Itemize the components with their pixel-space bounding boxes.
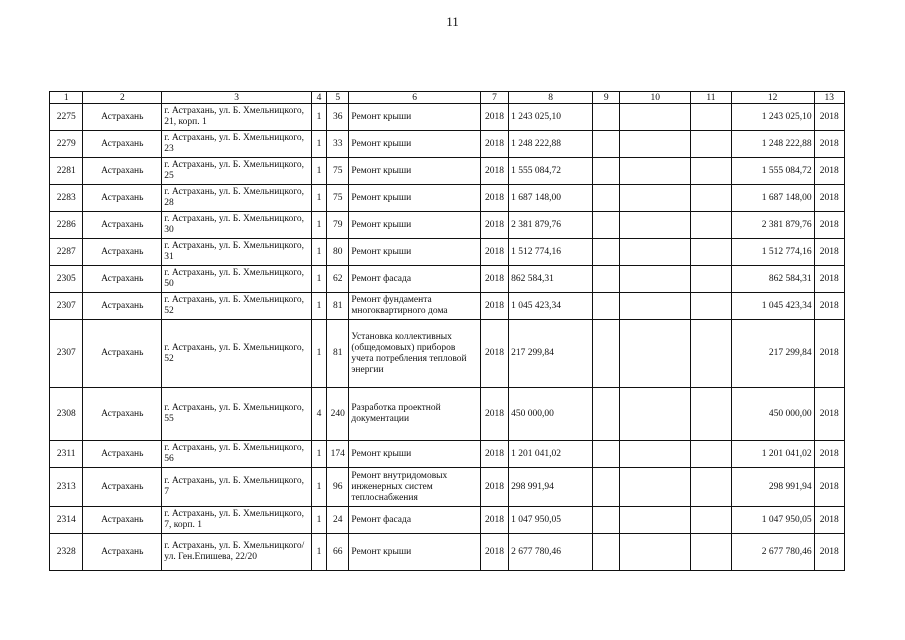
row-id: 2328 [50, 534, 83, 571]
col9-cell [593, 104, 620, 131]
completion-year-cell: 2018 [814, 239, 844, 266]
col4-cell: 1 [311, 185, 326, 212]
amount-cell: 862 584,31 [509, 266, 593, 293]
col10-cell [620, 293, 691, 320]
col4-cell: 1 [311, 212, 326, 239]
col10-cell [620, 131, 691, 158]
col10-cell [620, 212, 691, 239]
amount-cell: 217 299,84 [509, 320, 593, 388]
col9-cell [593, 212, 620, 239]
year-cell: 2018 [480, 468, 508, 507]
total-cell: 862 584,31 [731, 266, 814, 293]
table-row [50, 239, 845, 266]
col4-cell: 1 [311, 104, 326, 131]
row-id: 2283 [50, 185, 83, 212]
city-cell: Астрахань [83, 158, 162, 185]
city-cell: Астрахань [83, 104, 162, 131]
col5-cell: 75 [327, 185, 349, 212]
address-cell: г. Астрахань, ул. Б. Хмельницкого, 7, корп. 1 [162, 507, 312, 534]
col10-cell [620, 507, 691, 534]
table-row [50, 158, 845, 185]
table-row [50, 320, 845, 388]
city-cell: Астрахань [83, 293, 162, 320]
work-type-cell: Ремонт крыши [349, 441, 480, 468]
work-type-cell: Разработка проектной документации [349, 388, 480, 441]
column-number: 7 [480, 92, 508, 104]
col10-cell [620, 239, 691, 266]
row-id: 2311 [50, 441, 83, 468]
col4-cell: 1 [311, 266, 326, 293]
row-id: 2279 [50, 131, 83, 158]
total-cell: 1 201 041,02 [731, 441, 814, 468]
address-cell: г. Астрахань, ул. Б. Хмельницкого, 30 [162, 212, 312, 239]
col5-cell: 33 [327, 131, 349, 158]
col4-cell: 1 [311, 441, 326, 468]
col9-cell [593, 185, 620, 212]
address-cell: г. Астрахань, ул. Б. Хмельницкого/ ул. Ген.Епишева, 22/20 [162, 534, 312, 571]
work-type-cell: Ремонт крыши [349, 239, 480, 266]
address-cell: г. Астрахань, ул. Б. Хмельницкого, 50 [162, 266, 312, 293]
col5-cell: 81 [327, 320, 349, 388]
completion-year-cell: 2018 [814, 441, 844, 468]
work-type-cell: Ремонт фасада [349, 507, 480, 534]
column-number: 8 [509, 92, 593, 104]
col4-cell: 1 [311, 507, 326, 534]
address-cell: г. Астрахань, ул. Б. Хмельницкого, 31 [162, 239, 312, 266]
table-row [50, 388, 845, 441]
total-cell: 1 248 222,88 [731, 131, 814, 158]
address-cell: г. Астрахань, ул. Б. Хмельницкого, 55 [162, 388, 312, 441]
col5-cell: 75 [327, 158, 349, 185]
col4-cell: 1 [311, 320, 326, 388]
address-cell: г. Астрахань, ул. Б. Хмельницкого, 21, корп. 1 [162, 104, 312, 131]
col9-cell [593, 239, 620, 266]
repair-table [49, 91, 845, 571]
completion-year-cell: 2018 [814, 104, 844, 131]
work-type-cell: Установка коллективных (общедомовых) приборов учета потребления тепловой энергии [349, 320, 480, 388]
city-cell: Астрахань [83, 239, 162, 266]
col5-cell: 81 [327, 293, 349, 320]
column-number: 3 [162, 92, 312, 104]
column-number-row [50, 92, 845, 104]
col11-cell [691, 212, 731, 239]
year-cell: 2018 [480, 388, 508, 441]
col10-cell [620, 441, 691, 468]
column-number: 6 [349, 92, 480, 104]
year-cell: 2018 [480, 534, 508, 571]
year-cell: 2018 [480, 104, 508, 131]
city-cell: Астрахань [83, 212, 162, 239]
city-cell: Астрахань [83, 441, 162, 468]
city-cell: Астрахань [83, 131, 162, 158]
address-cell: г. Астрахань, ул. Б. Хмельницкого, 56 [162, 441, 312, 468]
col11-cell [691, 507, 731, 534]
column-number: 1 [50, 92, 83, 104]
column-number: 9 [593, 92, 620, 104]
work-type-cell: Ремонт фасада [349, 266, 480, 293]
amount-cell: 2 381 879,76 [509, 212, 593, 239]
row-id: 2308 [50, 388, 83, 441]
work-type-cell: Ремонт крыши [349, 185, 480, 212]
total-cell: 1 047 950,05 [731, 507, 814, 534]
column-number: 5 [327, 92, 349, 104]
col4-cell: 1 [311, 239, 326, 266]
col11-cell [691, 239, 731, 266]
completion-year-cell: 2018 [814, 158, 844, 185]
col11-cell [691, 388, 731, 441]
page-number: 11 [446, 14, 459, 29]
address-cell: г. Астрахань, ул. Б. Хмельницкого, 52 [162, 293, 312, 320]
column-number: 13 [814, 92, 844, 104]
col5-cell: 174 [327, 441, 349, 468]
col4-cell: 1 [311, 468, 326, 507]
col10-cell [620, 185, 691, 212]
city-cell: Астрахань [83, 507, 162, 534]
work-type-cell: Ремонт крыши [349, 131, 480, 158]
row-id: 2275 [50, 104, 83, 131]
year-cell: 2018 [480, 507, 508, 534]
amount-cell: 298 991,94 [509, 468, 593, 507]
row-id: 2305 [50, 266, 83, 293]
col4-cell: 1 [311, 293, 326, 320]
year-cell: 2018 [480, 293, 508, 320]
address-cell: г. Астрахань, ул. Б. Хмельницкого, 23 [162, 131, 312, 158]
column-number: 10 [620, 92, 691, 104]
col5-cell: 62 [327, 266, 349, 293]
city-cell: Астрахань [83, 468, 162, 507]
table-row [50, 212, 845, 239]
col4-cell: 1 [311, 158, 326, 185]
amount-cell: 1 512 774,16 [509, 239, 593, 266]
completion-year-cell: 2018 [814, 534, 844, 571]
col9-cell [593, 507, 620, 534]
completion-year-cell: 2018 [814, 293, 844, 320]
col11-cell [691, 185, 731, 212]
col10-cell [620, 104, 691, 131]
col9-cell [593, 158, 620, 185]
col4-cell: 1 [311, 534, 326, 571]
table-row [50, 468, 845, 507]
col10-cell [620, 388, 691, 441]
work-type-cell: Ремонт внутридомовых инженерных систем теплоснабжения [349, 468, 480, 507]
amount-cell: 1 555 084,72 [509, 158, 593, 185]
col11-cell [691, 534, 731, 571]
col5-cell: 24 [327, 507, 349, 534]
col11-cell [691, 131, 731, 158]
year-cell: 2018 [480, 185, 508, 212]
year-cell: 2018 [480, 320, 508, 388]
total-cell: 1 555 084,72 [731, 158, 814, 185]
table-row [50, 266, 845, 293]
completion-year-cell: 2018 [814, 131, 844, 158]
total-cell: 1 687 148,00 [731, 185, 814, 212]
col9-cell [593, 468, 620, 507]
col9-cell [593, 534, 620, 571]
col10-cell [620, 158, 691, 185]
col9-cell [593, 131, 620, 158]
table-row [50, 293, 845, 320]
col11-cell [691, 293, 731, 320]
work-type-cell: Ремонт крыши [349, 104, 480, 131]
completion-year-cell: 2018 [814, 266, 844, 293]
col9-cell [593, 441, 620, 468]
year-cell: 2018 [480, 212, 508, 239]
row-id: 2307 [50, 293, 83, 320]
amount-cell: 2 677 780,46 [509, 534, 593, 571]
completion-year-cell: 2018 [814, 388, 844, 441]
column-number: 4 [311, 92, 326, 104]
col9-cell [593, 266, 620, 293]
amount-cell: 1 248 222,88 [509, 131, 593, 158]
completion-year-cell: 2018 [814, 468, 844, 507]
table-row [50, 185, 845, 212]
col9-cell [593, 293, 620, 320]
row-id: 2307 [50, 320, 83, 388]
column-number: 11 [691, 92, 731, 104]
work-type-cell: Ремонт крыши [349, 534, 480, 571]
year-cell: 2018 [480, 131, 508, 158]
row-id: 2313 [50, 468, 83, 507]
col4-cell: 4 [311, 388, 326, 441]
amount-cell: 1 047 950,05 [509, 507, 593, 534]
col9-cell [593, 320, 620, 388]
row-id: 2314 [50, 507, 83, 534]
col5-cell: 80 [327, 239, 349, 266]
col10-cell [620, 266, 691, 293]
work-type-cell: Ремонт крыши [349, 158, 480, 185]
column-number: 12 [731, 92, 814, 104]
col4-cell: 1 [311, 131, 326, 158]
col10-cell [620, 468, 691, 507]
city-cell: Астрахань [83, 185, 162, 212]
total-cell: 217 299,84 [731, 320, 814, 388]
table-row [50, 104, 845, 131]
col5-cell: 96 [327, 468, 349, 507]
table-row [50, 507, 845, 534]
col11-cell [691, 441, 731, 468]
col11-cell [691, 158, 731, 185]
city-cell: Астрахань [83, 320, 162, 388]
col5-cell: 79 [327, 212, 349, 239]
col11-cell [691, 104, 731, 131]
work-type-cell: Ремонт крыши [349, 212, 480, 239]
city-cell: Астрахань [83, 266, 162, 293]
table-row [50, 534, 845, 571]
city-cell: Астрахань [83, 534, 162, 571]
row-id: 2286 [50, 212, 83, 239]
completion-year-cell: 2018 [814, 212, 844, 239]
total-cell: 2 381 879,76 [731, 212, 814, 239]
year-cell: 2018 [480, 158, 508, 185]
city-cell: Астрахань [83, 388, 162, 441]
total-cell: 2 677 780,46 [731, 534, 814, 571]
col11-cell [691, 320, 731, 388]
row-id: 2281 [50, 158, 83, 185]
table-row [50, 441, 845, 468]
address-cell: г. Астрахань, ул. Б. Хмельницкого, 28 [162, 185, 312, 212]
address-cell: г. Астрахань, ул. Б. Хмельницкого, 25 [162, 158, 312, 185]
address-cell: г. Астрахань, ул. Б. Хмельницкого, 7 [162, 468, 312, 507]
amount-cell: 450 000,00 [509, 388, 593, 441]
col5-cell: 240 [327, 388, 349, 441]
completion-year-cell: 2018 [814, 320, 844, 388]
amount-cell: 1 243 025,10 [509, 104, 593, 131]
col11-cell [691, 468, 731, 507]
col5-cell: 36 [327, 104, 349, 131]
column-number: 2 [83, 92, 162, 104]
total-cell: 1 045 423,34 [731, 293, 814, 320]
work-type-cell: Ремонт фундамента многоквартирного дома [349, 293, 480, 320]
amount-cell: 1 201 041,02 [509, 441, 593, 468]
amount-cell: 1 687 148,00 [509, 185, 593, 212]
year-cell: 2018 [480, 239, 508, 266]
year-cell: 2018 [480, 266, 508, 293]
col10-cell [620, 534, 691, 571]
total-cell: 450 000,00 [731, 388, 814, 441]
total-cell: 1 243 025,10 [731, 104, 814, 131]
year-cell: 2018 [480, 441, 508, 468]
amount-cell: 1 045 423,34 [509, 293, 593, 320]
col9-cell [593, 388, 620, 441]
total-cell: 1 512 774,16 [731, 239, 814, 266]
total-cell: 298 991,94 [731, 468, 814, 507]
row-id: 2287 [50, 239, 83, 266]
col10-cell [620, 320, 691, 388]
completion-year-cell: 2018 [814, 507, 844, 534]
completion-year-cell: 2018 [814, 185, 844, 212]
col11-cell [691, 266, 731, 293]
address-cell: г. Астрахань, ул. Б. Хмельницкого, 52 [162, 320, 312, 388]
table-row [50, 131, 845, 158]
col5-cell: 66 [327, 534, 349, 571]
